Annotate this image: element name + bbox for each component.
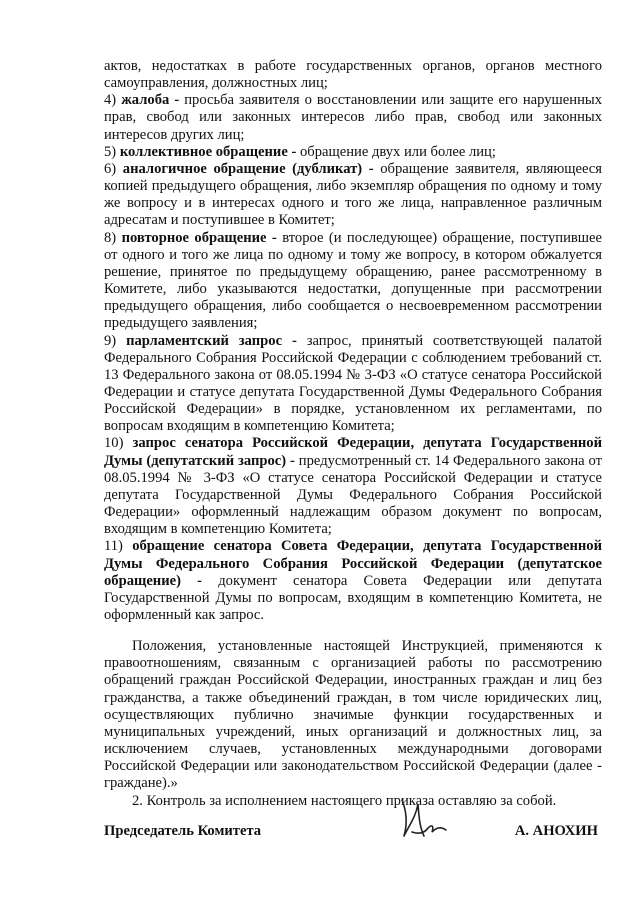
definition-item — [104, 435, 602, 538]
item-text: обращение двух или более лиц; — [299, 143, 496, 160]
item-separator: - — [180, 572, 219, 589]
definition-item — [104, 92, 602, 143]
item-number: 11) — [104, 538, 123, 555]
definition-item — [104, 538, 602, 624]
closing-paragraph: Положения, установленные настоящей Инструкцией, применяются к правоотношениям, связанным с организацией работы по рассмотрению обращений граждан Российской Федерации, иностранных граждан и лиц без гражданства, а также объединений граждан, в том числе юридических лиц, осуществляющих публично значимые функции государственных и муниципальных учреждений, иных организаций и должностных лиц, за исключением случаев, установленных международными договорами Российской Федерации или законодательством Российской Федерации (далее - граждане).» — [104, 638, 602, 792]
definition-item — [104, 144, 602, 161]
item-number: 9) — [104, 332, 117, 349]
item-separator: - — [266, 229, 283, 246]
item-text: документ сенатора Совета Федерации или депутата Государственной Думы по вопросам, входящим в компетенцию Комитета, не оформленный как запрос. — [104, 572, 602, 623]
control-paragraph: 2. Контроль за исполнением настоящего приказа оставляю за собой. — [132, 792, 557, 809]
item-text: обращение заявителя, являющееся копией предыдущего обращения, либо экземпляр обращения по одному и тому же вопросу и в интересах одного и того же лица, направленное различным адресатам и поступившее в Комитет; — [104, 160, 602, 229]
item-term: жалоба — [121, 92, 170, 109]
signatory-role: Председатель Комитета — [104, 823, 262, 839]
definition-item — [104, 333, 602, 436]
item-term: парламентский запрос — [126, 332, 283, 349]
item-text: предусмотренный ст. 14 Федерального закона от 08.05.1994 № 3-ФЗ «О статусе сенатора Российской Федерации и статусе депутата Государственной Думы Федерального Собрания Российской Федерации» оформленный надлежащим образом документ по вопросам, входящим в компетенцию Комитета; — [104, 452, 602, 538]
item-separator: - — [282, 332, 307, 349]
item-separator: - — [286, 452, 299, 469]
continuation-paragraph: актов, недостатках в работе государственных органов, органов местного самоуправления, должностных лиц; — [104, 58, 602, 92]
item-text: второе (и последующее) обращение, поступившее от одного и того же лица по одному и тому же вопросу, в котором обжалуется решение, принятое по предыдущему обращению, ранее рассмотренному в Комитете, либо указываются недостатки, допущенные при рассмотрении предыдущего обращения, либо сообщается о несвоевременном рассмотрении предыдущего заявления; — [104, 229, 602, 332]
item-term: обращение сенатора Совета Федерации, депутата Государственной Думы Федерального Собрания Российской Федерации (депутатское обращение) — [104, 538, 602, 589]
item-term: аналогичное обращение (дубликат) — [122, 160, 363, 177]
document-body — [104, 58, 602, 810]
item-number: 8) — [104, 229, 117, 246]
item-number: 10) — [104, 435, 124, 452]
handwritten-signature — [388, 792, 450, 848]
item-term: запрос сенатора Российской Федерации, депутата Государственной Думы (депутатский запрос) — [104, 435, 602, 469]
item-number: 6) — [104, 160, 117, 177]
item-text: просьба заявителя о восстановлении или защите его нарушенных прав, свобод или законных интересов либо прав, свобод или законных интересов других лиц; — [104, 92, 602, 143]
item-separator: - — [362, 160, 381, 177]
item-separator: - — [287, 143, 300, 160]
item-number: 4) — [104, 92, 117, 109]
item-text: запрос, принятый соответствующей палатой Федерального Собрания Российской Федерации с соблюдением требований ст. 13 Федерального закона от 08.05.1994 № 3-ФЗ «О статусе сенатора Российской Федерации и статусе депутата Государственной Думы Федерального Собрания Российской Федерации» в порядке, установленном их регламентами, по вопросам входящим в компетенцию Комитета; — [104, 332, 602, 435]
definition-item — [104, 230, 602, 333]
signatory-name: А. АНОХИН — [514, 823, 598, 839]
item-separator: - — [169, 92, 185, 109]
item-term: повторное обращение — [121, 229, 267, 246]
item-number: 5) — [104, 143, 117, 160]
item-term: коллективное обращение — [119, 143, 288, 160]
definition-item — [104, 161, 602, 230]
definitions-list — [104, 92, 602, 624]
